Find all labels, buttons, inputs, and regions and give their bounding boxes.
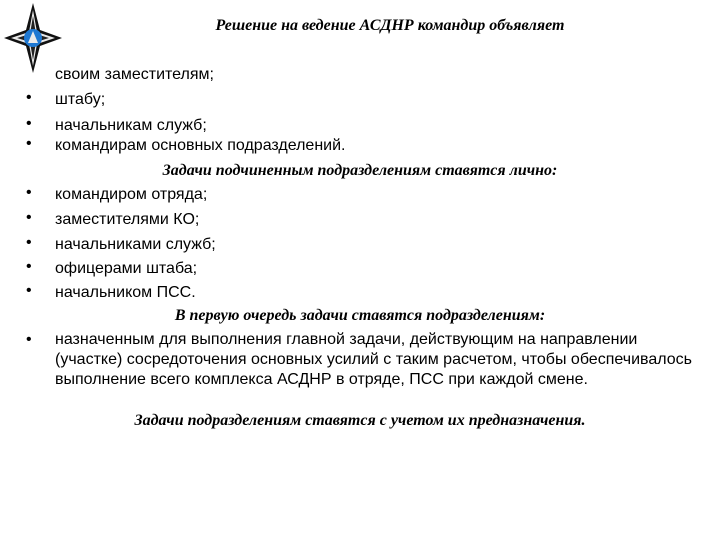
bullet: • [26, 115, 32, 132]
section-subheading: В первую очередь задачи ставятся подразделениям: [174, 307, 546, 324]
footer-note: Задачи подразделениям ставятся с учетом их предназначения. [134, 412, 586, 429]
emblem-icon [2, 2, 64, 74]
bullet: • [26, 135, 32, 152]
bullet: • [26, 184, 32, 201]
bullet: • [26, 209, 32, 226]
bullet: • [26, 282, 32, 299]
list-item: штабу; [55, 91, 106, 108]
page-title: Решение на ведение АСДНР командир объявляет [215, 17, 565, 34]
list-item: офицерами штаба; [55, 260, 198, 277]
list-item: своим заместителям; [55, 66, 214, 83]
list-item: командиром отряда; [55, 186, 208, 203]
list-item: начальникам служб; [55, 117, 207, 134]
list-item: начальником ПСС. [55, 284, 196, 301]
list-item: назначенным для выполнения главной задачи, действующим на направлении (участке) сосредоточения основных усилий с таким расчетом, чтобы обеспечивалось выполнение всего комплекса АСДНР в отряде, ПСС при каждой смене. [55, 331, 692, 388]
section-subheading: Задачи подчиненным подразделениям ставятся лично: [162, 162, 558, 179]
bullet: • [26, 89, 32, 106]
bullet: • [26, 331, 32, 348]
list-item: заместителями КО; [55, 211, 200, 228]
bullet: • [26, 234, 32, 251]
list-item: начальниками служб; [55, 236, 216, 253]
bullet: • [26, 258, 32, 275]
list-item: командирам основных подразделений. [55, 137, 346, 154]
